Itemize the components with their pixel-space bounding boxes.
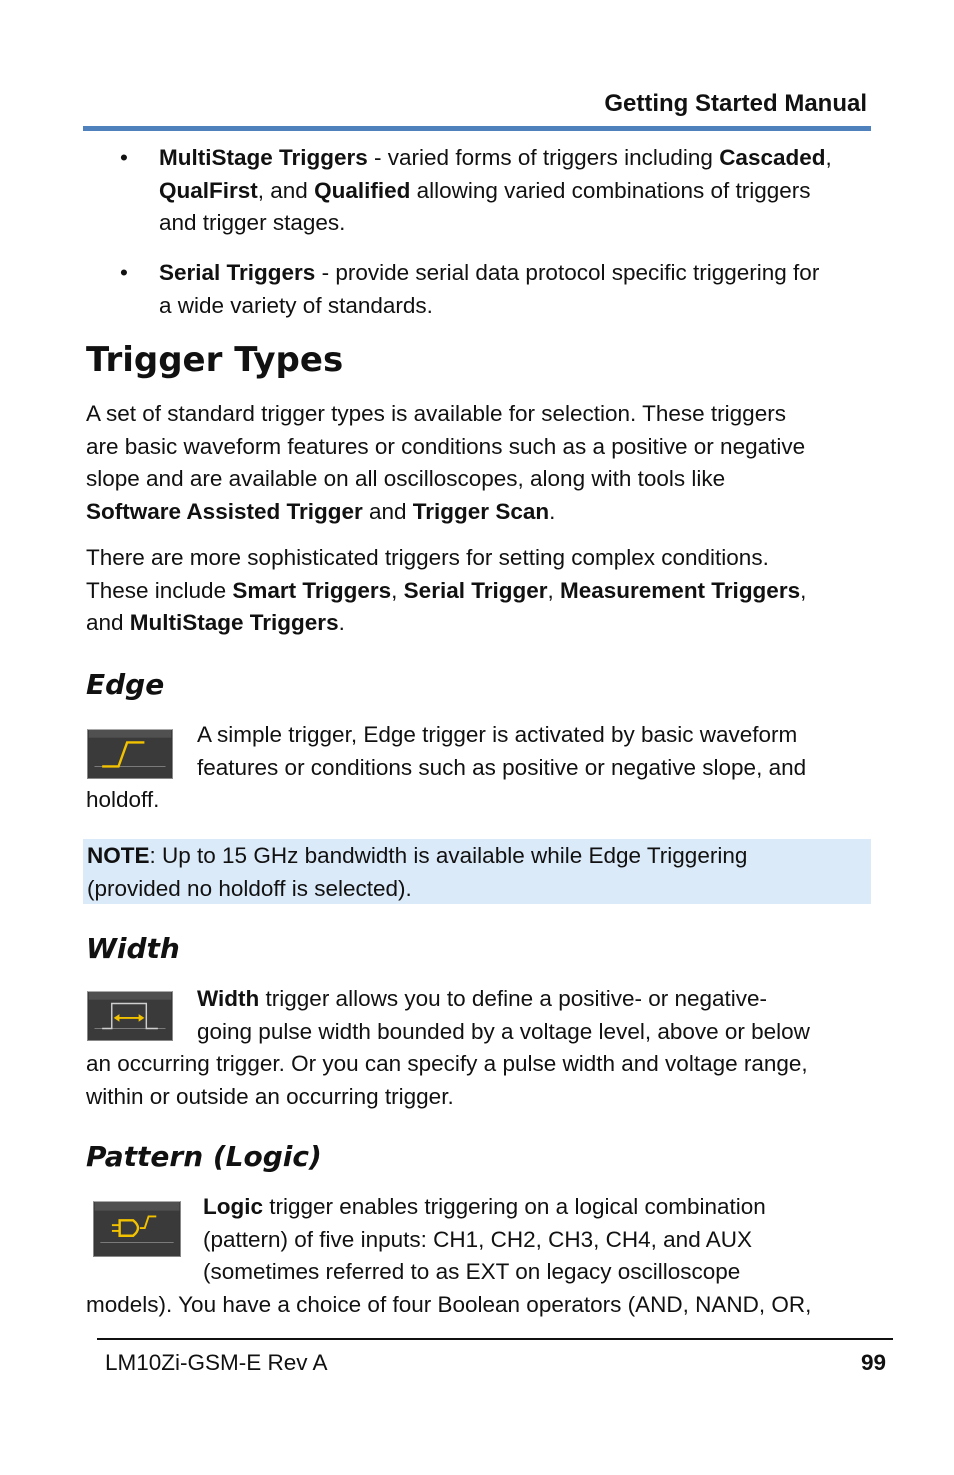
running-header: Getting Started Manual (604, 90, 867, 117)
width-description: Width trigger allows you to define a positive- or negative- going pulse width bounded by a voltage level, above or below an occurring trigger. Or you can specify a pulse width and voltage range, within or outside an occurring trigger. (86, 986, 810, 1109)
edge-description: A simple trigger, Edge trigger is activated by basic waveform features or conditions such as positive or negative slope, and holdoff. (86, 722, 807, 812)
note-label: NOTE (87, 843, 150, 868)
header-rule (83, 126, 871, 131)
footer-rule (97, 1338, 893, 1340)
bullet-serial: • Serial Triggers - provide serial data protocol specific triggering for a wide variety of standards. (86, 257, 871, 322)
bold-term: MultiStage Triggers (159, 145, 368, 170)
bullet-multistage: • MultiStage Triggers - varied forms of triggers including Cascaded, QualFirst, and Qualified allowing varied combinations of triggers and trigger stages. (86, 142, 871, 240)
bold-term: Serial Triggers (159, 260, 316, 285)
trigger-types-paragraph-1: A set of standard trigger types is available for selection. These triggers are basic waveform features or conditions such as a positive or negative slope and are available on all oscilloscopes, along with tools like Software Assisted Trigger and Trigger Scan. (86, 401, 806, 524)
bullet-symbol: • (120, 145, 128, 170)
note-box: NOTE: Up to 15 GHz bandwidth is available while Edge Triggering (provided no holdoff is selected). (83, 839, 871, 904)
subsection-heading-edge: Edge (86, 668, 165, 701)
trigger-types-paragraph-2: There are more sophisticated triggers for setting complex conditions. These include Smart Triggers, Serial Trigger, Measurement Triggers, and MultiStage Triggers. (86, 545, 807, 635)
subsection-heading-width: Width (86, 932, 180, 965)
section-heading-trigger-types: Trigger Types (86, 340, 344, 380)
footer-document-id: LM10Zi-GSM-E Rev A (105, 1350, 328, 1375)
pattern-description: Logic trigger enables triggering on a logical combination (pattern) of five inputs: CH1, CH2, CH3, CH4, and AUX (sometimes referred to as EXT on legacy oscilloscope models). You have a choice of four Boolean operators (AND, NAND, OR, (86, 1194, 812, 1317)
subsection-heading-pattern: Pattern (Logic) (86, 1140, 322, 1173)
page-number: 99 (860, 1350, 886, 1375)
bullet-symbol: • (120, 260, 128, 285)
